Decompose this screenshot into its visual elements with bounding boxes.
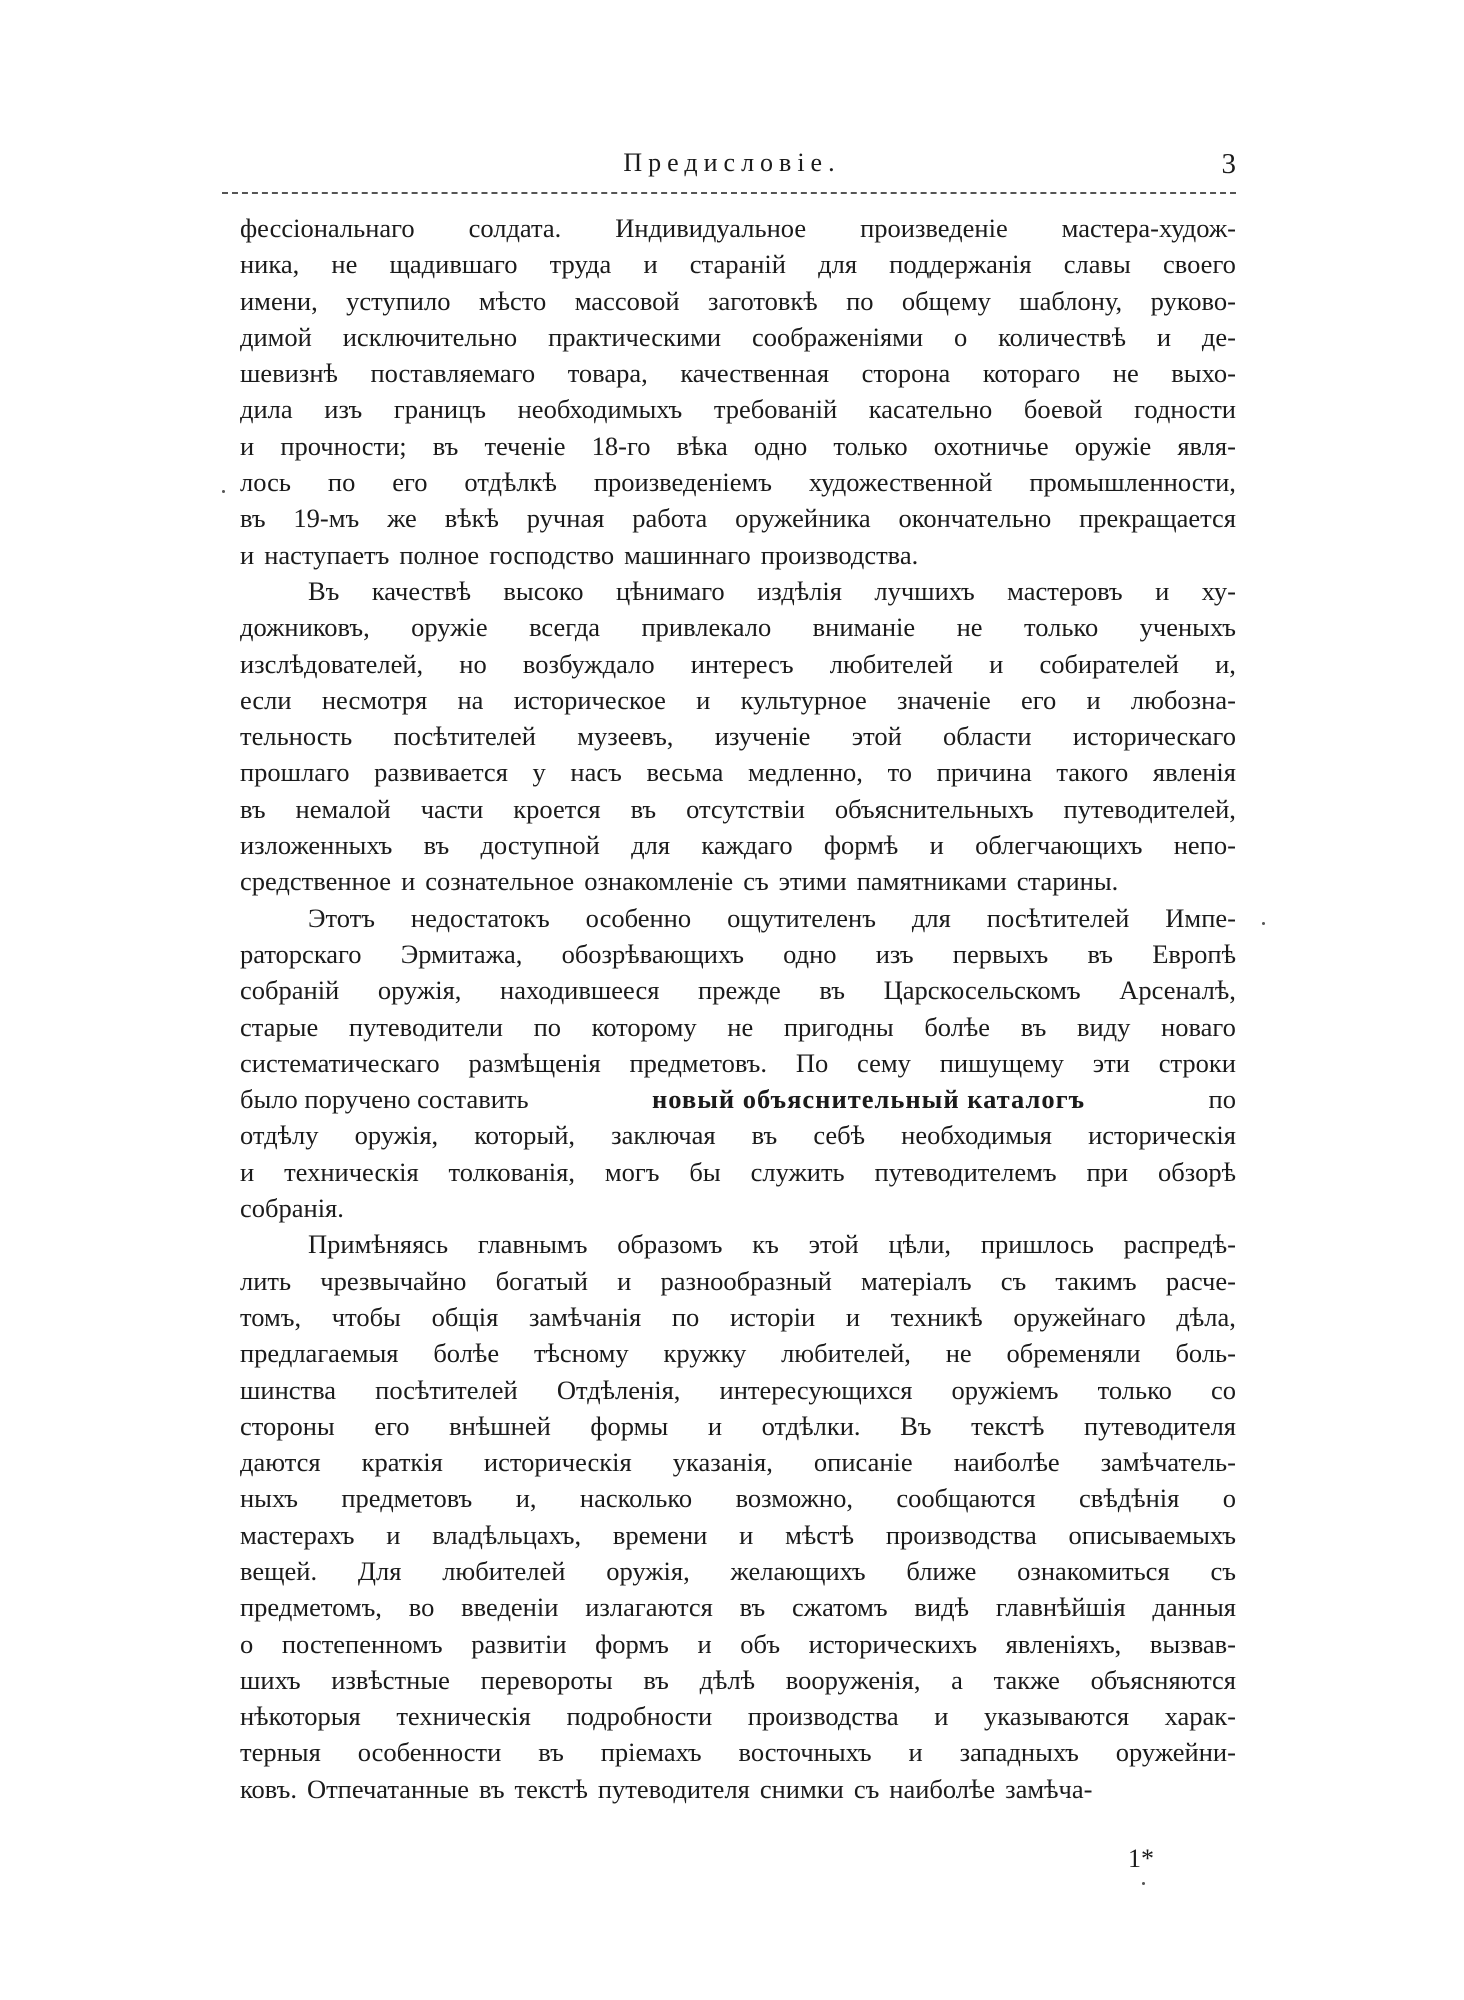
text-line: старые путеводители по которому не пригодны болѣе въ виду новаго: [240, 1011, 1236, 1042]
page-number: 3: [1221, 148, 1236, 180]
text-line: ковъ. Отпечатанные въ текстѣ путеводителя снимки съ наиболѣе замѣча-: [240, 1773, 1093, 1804]
text-line: прошлаго развивается у насъ весьма медленно, то причина такого явленія: [240, 757, 1236, 788]
text-line: вещей. Для любителей оружія, желающихъ ближе ознакомиться съ: [240, 1555, 1236, 1586]
text-line: имени, уступило мѣсто массовой заготовкѣ по общему шаблону, руково-: [240, 285, 1236, 316]
text-line: и прочности; въ теченіе 18-го вѣка одно только охотничье оружіе явля-: [240, 430, 1236, 461]
text-line: даются краткія историческія указанія, описаніе наиболѣе замѣчатель-: [240, 1447, 1236, 1478]
running-header: [228, 148, 1236, 188]
text-line: въ 19-мъ же вѣкѣ ручная работа оружейника окончательно прекращается: [240, 503, 1236, 534]
text-fragment-before: было поручено составить: [240, 1084, 529, 1115]
text-line: ныхъ предметовъ и, насколько возможно, сообщаются свѣдѣнія о: [240, 1483, 1236, 1514]
header-rule: [222, 192, 1236, 194]
body-text: [240, 210, 1236, 1807]
print-speck: [1142, 1882, 1145, 1885]
text-line: раторскаго Эрмитажа, обозрѣвающихъ одно изъ первыхъ въ Европѣ: [240, 938, 1236, 969]
text-line: изложенныхъ въ доступной для каждаго формѣ и облегчающихъ непо-: [240, 830, 1236, 861]
text-line: предлагаемыя болѣе тѣсному кружку любителей, не обременяли боль-: [240, 1338, 1236, 1369]
text-fragment-bold: новый объяснительный каталогъ: [652, 1084, 1086, 1115]
text-line: нѣкоторыя техническія подробности производства и указываются харак-: [240, 1701, 1236, 1732]
text-line: Въ качествѣ высоко цѣнимаго издѣлія лучшихъ мастеровъ и ху-: [308, 575, 1236, 606]
text-line: и техническія толкованія, могъ бы служить путеводителемъ при обзорѣ: [240, 1156, 1236, 1187]
text-line: если несмотря на историческое и культурное значеніе его и любозна-: [240, 684, 1236, 715]
text-line: шевизнѣ поставляемаго товара, качественная сторона котораго не выхо-: [240, 358, 1236, 389]
text-line: тельность посѣтителей музеевъ, изученіе этой области историческаго: [240, 721, 1236, 752]
text-line: Примѣняясь главнымъ образомъ къ этой цѣли, пришлось распредѣ-: [308, 1229, 1236, 1260]
print-speck: [1262, 922, 1265, 925]
text-line: шихъ извѣстные перевороты въ дѣлѣ вооруженія, а также объясняются: [240, 1664, 1236, 1695]
text-line: лить чрезвычайно богатый и разнообразный матеріалъ съ такимъ расче-: [240, 1265, 1236, 1296]
text-line: димой исключительно практическими соображеніями о количествѣ и де-: [240, 321, 1236, 352]
text-line: Этотъ недостатокъ особенно ощутителенъ для посѣтителей Импе-: [308, 902, 1236, 933]
text-line: и наступаетъ полное господство машиннаго производства.: [240, 539, 919, 570]
text-line: фессіональнаго солдата. Индивидуальное произведеніе мастера-худож-: [240, 213, 1236, 243]
text-line: дила изъ границъ необходимыхъ требованій касательно боевой годности: [240, 394, 1236, 425]
header-title: Предисловіе.: [623, 148, 841, 177]
text-line-with-bold: [240, 1081, 1236, 1117]
text-line: терныя особенности въ пріемахъ восточныхъ и западныхъ оружейни-: [240, 1737, 1236, 1768]
text-line: изслѣдователей, но возбуждало интересъ любителей и собирателей и,: [240, 648, 1236, 679]
text-line: средственное и сознательное ознакомленіе съ этими памятниками старины.: [240, 866, 1119, 897]
text-line: въ немалой части кроется въ отсутствіи объяснительныхъ путеводителей,: [240, 793, 1236, 824]
text-line: томъ, чтобы общія замѣчанія по исторіи и техникѣ оружейнаго дѣла,: [240, 1301, 1236, 1332]
text-line: стороны его внѣшней формы и отдѣлки. Въ текстѣ путеводителя: [240, 1410, 1236, 1441]
text-line: лось по его отдѣлкѣ произведеніемъ художественной промышленности,: [240, 467, 1236, 498]
text-line: ника, не щадившаго труда и стараній для поддержанія славы своего: [240, 249, 1236, 280]
text-line: о постепенномъ развитіи формъ и объ историческихъ явленіяхъ, вызвав-: [240, 1628, 1236, 1659]
signature-mark: 1*: [1128, 1844, 1154, 1873]
text-line: собранія.: [240, 1193, 344, 1224]
print-speck: [222, 490, 225, 493]
text-line: шинства посѣтителей Отдѣленія, интересующихся оружіемъ только со: [240, 1374, 1236, 1405]
text-fragment-after: по: [1208, 1084, 1236, 1115]
text-line: систематическаго размѣщенія предметовъ. По сему пишущему эти строки: [240, 1047, 1236, 1078]
text-line: отдѣлу оружія, который, заключая въ себѣ необходимыя историческія: [240, 1120, 1236, 1151]
text-line: дожниковъ, оружіе всегда привлекало вниманіе не только ученыхъ: [240, 612, 1236, 643]
text-line: мастерахъ и владѣльцахъ, времени и мѣстѣ производства описываемыхъ: [240, 1519, 1236, 1550]
text-line: предметомъ, во введеніи излагаются въ сжатомъ видѣ главнѣйшія данныя: [240, 1592, 1236, 1623]
text-line: собраній оружія, находившееся прежде въ Царскосельскомъ Арсеналѣ,: [240, 975, 1236, 1006]
